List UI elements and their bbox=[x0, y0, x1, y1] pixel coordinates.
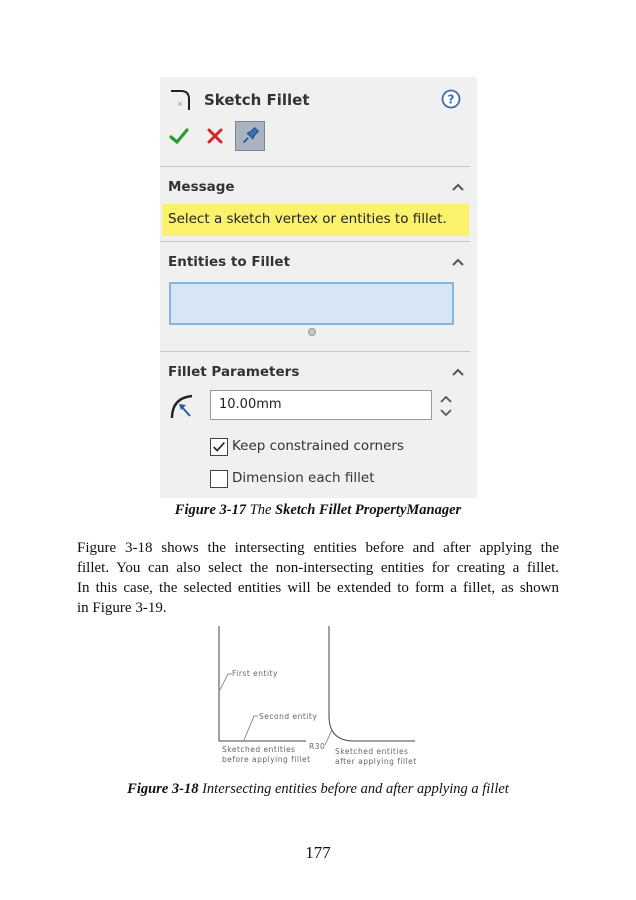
divider bbox=[160, 166, 470, 167]
keep-constrained-corners-checkbox[interactable] bbox=[210, 438, 228, 456]
paragraph-line: in Figure 3-19. bbox=[77, 600, 167, 616]
radius-spinner[interactable] bbox=[436, 390, 456, 422]
sketch-fillet-property-manager bbox=[160, 77, 477, 498]
radius-leader bbox=[325, 730, 332, 745]
caption-subject: Sketch Fillet PropertyManager bbox=[275, 502, 462, 518]
chevron-up-icon[interactable] bbox=[450, 366, 466, 378]
parameters-section-title[interactable]: Fillet Parameters bbox=[168, 364, 300, 380]
figure-3-18-caption bbox=[0, 781, 636, 798]
cancel-button[interactable] bbox=[204, 125, 226, 147]
spin-down-icon bbox=[441, 410, 451, 415]
second-entity-label: Second entity bbox=[259, 712, 318, 721]
figure-3-17-caption bbox=[0, 502, 636, 519]
first-entity-leader bbox=[220, 674, 232, 690]
second-entity-leader bbox=[244, 716, 258, 740]
caption-text: The bbox=[249, 502, 272, 518]
message-section-title[interactable]: Message bbox=[168, 179, 235, 195]
keep-visible-button[interactable] bbox=[235, 121, 265, 151]
figure-number: Figure 3-18 bbox=[127, 781, 199, 797]
svg-text:?: ? bbox=[447, 92, 455, 107]
chevron-up-icon[interactable] bbox=[450, 256, 466, 268]
caption-text: Intersecting entities before and after applying a fillet bbox=[202, 781, 509, 797]
pushpin-icon bbox=[236, 122, 264, 150]
entities-section-title[interactable]: Entities to Fillet bbox=[168, 254, 291, 270]
fillet-radius-input[interactable] bbox=[210, 390, 432, 420]
dimension-each-fillet-checkbox[interactable] bbox=[210, 470, 228, 488]
message-box bbox=[162, 204, 469, 236]
before-label-line2: before applying fillet bbox=[222, 755, 311, 764]
before-label-line1: Sketched entities bbox=[222, 745, 296, 754]
body-paragraph bbox=[77, 538, 559, 618]
fillet-radius-icon bbox=[168, 390, 200, 422]
keep-constrained-corners-label: Keep constrained corners bbox=[232, 438, 404, 454]
figure-number: Figure 3-17 bbox=[174, 502, 247, 518]
sketch-fillet-icon bbox=[168, 87, 192, 111]
paragraph-line: In this case, the selected entities will be extended to form a fillet, as shown bbox=[77, 580, 559, 596]
spin-up-icon bbox=[441, 397, 451, 402]
svg-text:×: × bbox=[177, 100, 183, 108]
resize-grip[interactable] bbox=[308, 328, 316, 336]
chevron-up-icon[interactable] bbox=[450, 181, 466, 193]
ok-button[interactable] bbox=[168, 125, 190, 147]
entities-selection-box[interactable] bbox=[169, 282, 454, 325]
first-entity-label: First entity bbox=[232, 669, 278, 678]
paragraph-line: Figure 3-18 shows the intersecting entities before and after applying the bbox=[77, 540, 559, 556]
intersecting-entities-sketch bbox=[214, 624, 420, 770]
paragraph-line: fillet. You can also select the non-intersecting entities for creating a fillet. bbox=[77, 560, 559, 576]
dimension-each-fillet-label: Dimension each fillet bbox=[232, 470, 375, 486]
after-label-line2: after applying fillet bbox=[335, 757, 417, 766]
page-number: 177 bbox=[305, 843, 331, 862]
question-circle-icon[interactable] bbox=[441, 89, 461, 109]
fillet-radius-value: 10.00mm bbox=[219, 397, 282, 412]
radius-label: R30 bbox=[309, 742, 326, 751]
message-text: Select a sketch vertex or entities to fillet. bbox=[168, 211, 447, 227]
property-manager-title: Sketch Fillet bbox=[204, 91, 310, 109]
after-label-line1: Sketched entities bbox=[335, 747, 409, 756]
divider bbox=[160, 241, 470, 242]
filleted-entities bbox=[329, 626, 415, 741]
checkmark-icon bbox=[211, 439, 227, 455]
divider bbox=[160, 351, 470, 352]
